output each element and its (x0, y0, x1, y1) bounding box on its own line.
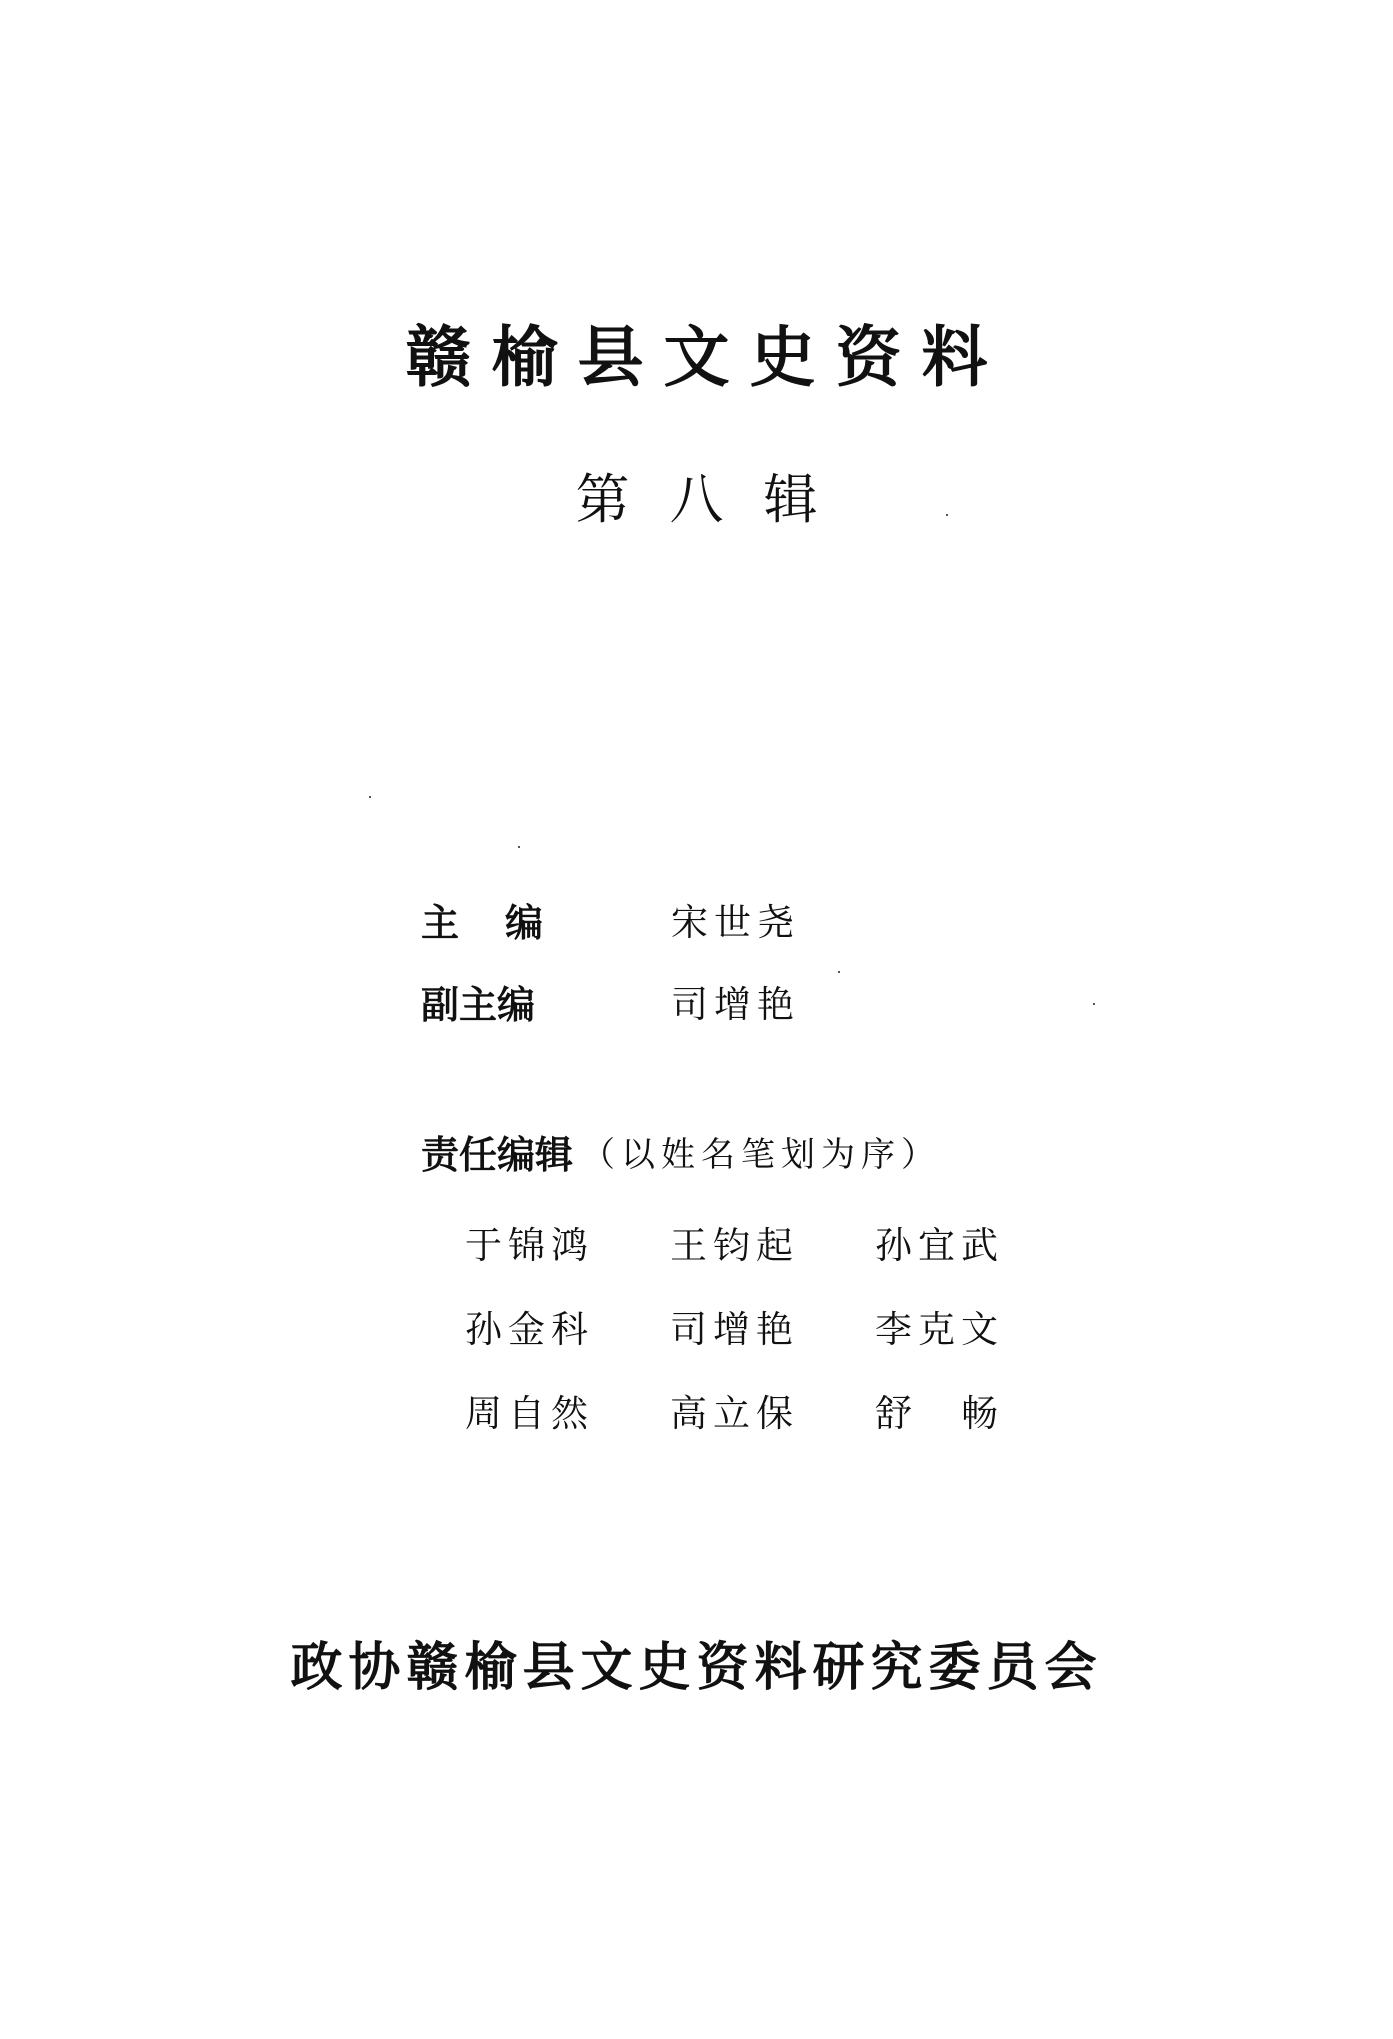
editor-name: 于锦鸿 (465, 1224, 594, 1267)
scan-speck (1093, 1003, 1095, 1005)
editor-name: 孙金科 (465, 1308, 594, 1351)
editor-row (465, 1200, 1025, 1284)
editor-name: 王钧起 (670, 1224, 799, 1267)
editor-name: 李克文 (875, 1308, 1004, 1351)
scan-speck (518, 846, 520, 848)
chief-editor-name: 宋世尧 (671, 901, 800, 944)
chief-editor-label: 主编 (421, 900, 590, 945)
editor-name: 高立保 (670, 1392, 799, 1435)
responsible-editors-heading (421, 1124, 941, 1178)
scan-speck (946, 514, 948, 516)
editor-row (465, 1368, 1025, 1452)
deputy-editor-row (421, 975, 800, 1027)
deputy-editor-name: 司增艳 (671, 983, 800, 1026)
scan-speck (369, 796, 371, 798)
responsible-editors-note: （以姓名笔划为序） (581, 1134, 942, 1175)
responsible-editors-list (465, 1200, 1025, 1452)
editor-name: 周自然 (465, 1392, 594, 1435)
editor-name: 舒 畅 (875, 1392, 1004, 1435)
scan-speck (838, 971, 840, 973)
page-title: 赣榆县文史资料 (405, 319, 1008, 396)
editor-name: 孙宜武 (875, 1224, 1004, 1267)
chief-editor-row (421, 893, 800, 945)
editor-name: 司增艳 (670, 1308, 799, 1351)
deputy-editor-label: 副主编 (421, 982, 536, 1027)
volume-subtitle: 第八辑 (575, 468, 858, 531)
publisher-name: 政协赣榆县文史资料研究委员会 (290, 1637, 1103, 1698)
editor-row (465, 1284, 1025, 1368)
responsible-editors-label: 责任编辑 (421, 1132, 574, 1177)
